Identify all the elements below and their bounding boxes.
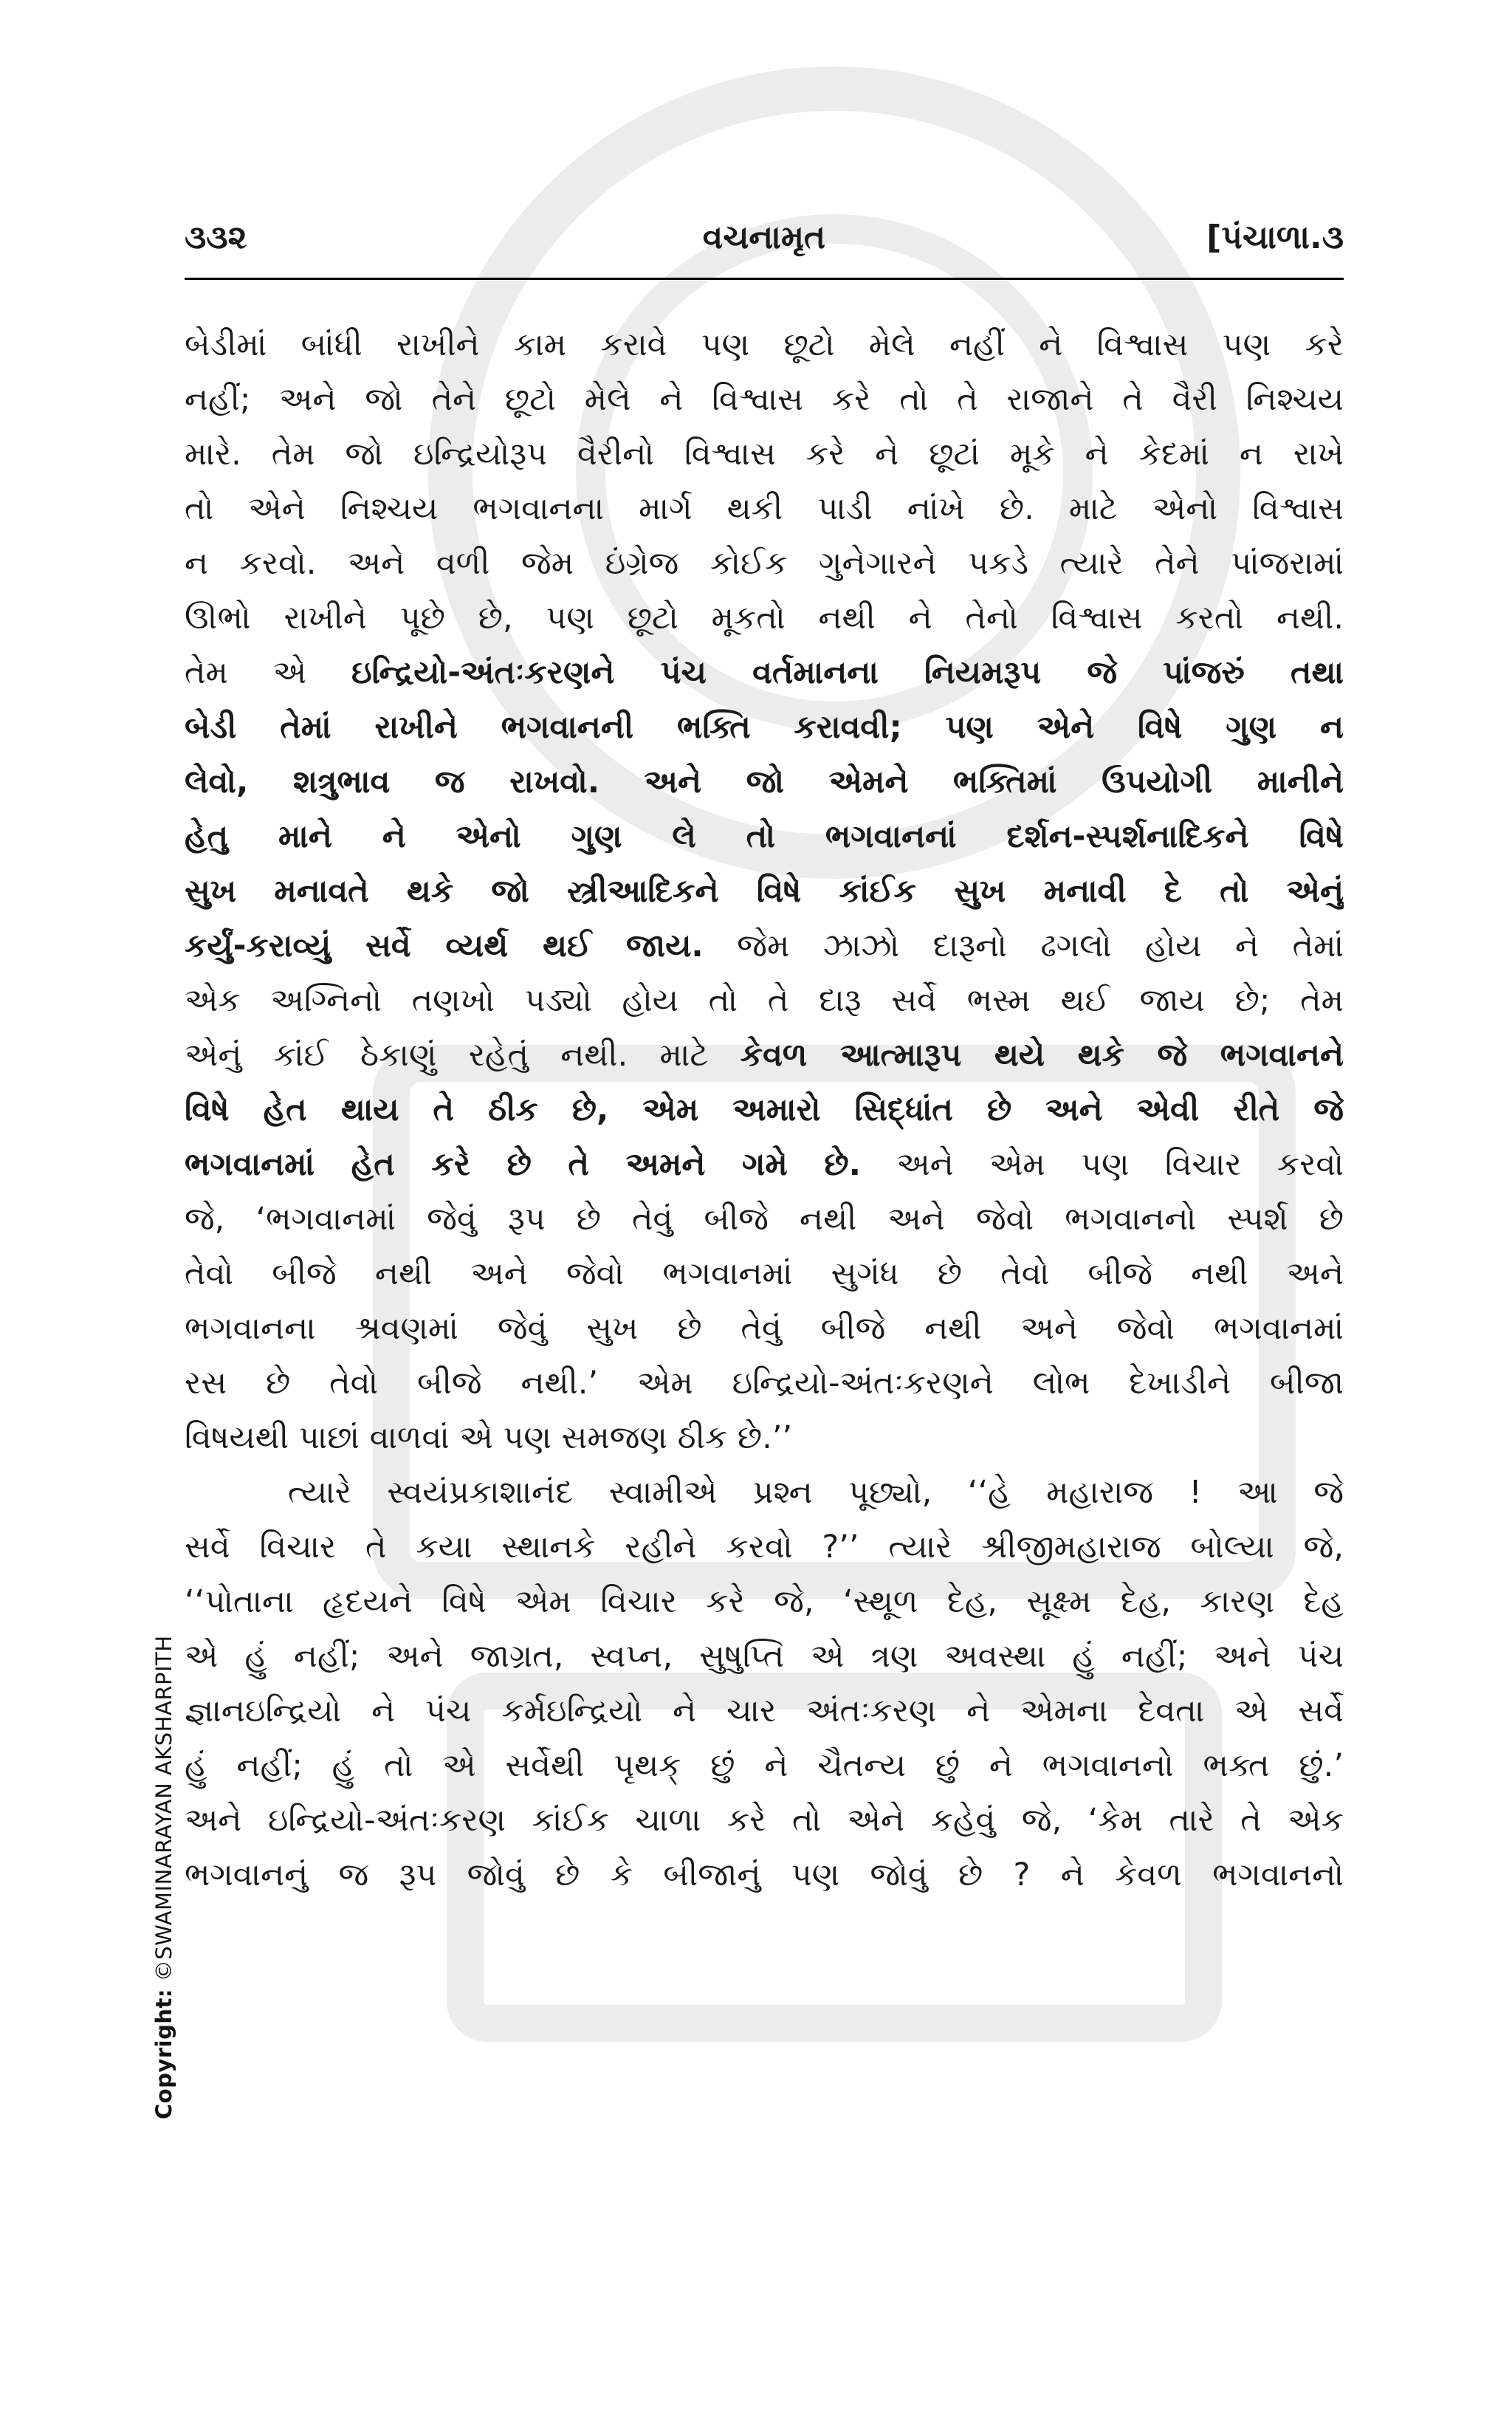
text-segment: રસ છે તેવો બીજે નથી.’ એમ ઇન્દ્રિયો-અંતઃકરણને લોભ દેખાડીને બીજા — [185, 1365, 1344, 1402]
text-line — [185, 1137, 1344, 1192]
text-line — [185, 536, 1344, 591]
bold-text-segment: સુખ મનાવતે થકે જો સ્ત્રીઆદિકને વિષે કાંઈક સુખ મનાવી દે તો એનું — [185, 873, 1344, 910]
copyright-label: Copyright: — [151, 1989, 176, 2119]
text-segment: બેડીમાં બાંધી રાખીને કામ કરાવે પણ છૂટો મેલે નહીં ને વિશ્વાસ પણ કરે — [185, 326, 1344, 363]
text-line — [185, 1192, 1344, 1247]
text-segment: વિષયથી પાછાં વાળવાં એ પણ સમજણ ઠીક છે.’’ — [185, 1419, 793, 1456]
bold-text-segment: ઇન્દ્રિયો-અંતઃકરણને પંચ વર્તમાનના નિયમરૂપ જે પાંજરું તથા — [351, 654, 1344, 691]
text-line — [185, 1247, 1344, 1301]
text-segment: ઊભો રાખીને પૂછે છે, પણ છૂટો મૂકતો નથી ને તેનો વિશ્વાસ કરતો નથી. — [185, 600, 1344, 637]
text-segment: ‘‘પોતાના હૃદયને વિષે એમ વિચાર કરે જે, ‘સ્થૂળ દેહ, સૂક્ષ્મ દેહ, કારણ દેહ — [185, 1583, 1344, 1620]
bold-text-segment: બેડી તેમાં રાખીને ભગવાનની ભક્તિ કરાવવી; પણ એને વિષે ગુણ ન — [185, 709, 1344, 746]
text-line — [185, 919, 1344, 973]
text-line — [185, 1028, 1344, 1083]
text-line — [185, 809, 1344, 864]
text-line — [185, 372, 1344, 427]
copyright-holder: ©SWAMINARAYAN AKSHARPITH — [151, 1635, 176, 1982]
text-line — [185, 1738, 1344, 1793]
text-line — [185, 645, 1344, 700]
page-header — [185, 216, 1344, 267]
text-line — [185, 427, 1344, 481]
text-segment: અને ઇન્દ્રિયો-અંતઃકરણ કાંઈક ચાળા કરે તો એને કહેવું જે, ‘કેમ તારે તે એક — [185, 1802, 1344, 1839]
bold-text-segment: લેવો, શત્રુભાવ જ રાખવો. અને જો એમને ભક્તિમાં ઉપયોગી માનીને — [185, 764, 1344, 800]
page-number: ૩૩૨ — [185, 219, 247, 256]
text-segment: તો એને નિશ્ચય ભગવાનના માર્ગ થકી પાડી નાંખે છે. માટે એનો વિશ્વાસ — [185, 490, 1344, 527]
text-segment: જે, ‘ભગવાનમાં જેવું રૂપ છે તેવું બીજે નથી અને જેવો ભગવાનનો સ્પર્શ છે — [185, 1201, 1344, 1238]
text-line — [185, 755, 1344, 809]
text-line — [185, 591, 1344, 645]
text-segment: ન કરવો. અને વળી જેમ ઇંગ્રેજ કોઈક ગુનેગારને પકડે ત્યારે તેને પાંજરામાં — [185, 545, 1344, 582]
text-line — [185, 1410, 1344, 1465]
section-reference: [પંચાળા.૩ — [1206, 219, 1344, 256]
text-line — [185, 1465, 1344, 1520]
text-line — [185, 1629, 1344, 1684]
text-segment: એ હું નહીં; અને જાગ્રત, સ્વપ્ન, સુષુપ્તિ એ ત્રણ અવસ્થા હું નહીં; અને પંચ — [185, 1638, 1344, 1675]
header-rule — [185, 278, 1344, 280]
text-segment: હું નહીં; હું તો એ સર્વેથી પૃથક્ છું ને ચૈતન્ય છું ને ભગવાનનો ભક્ત છું.’ — [185, 1747, 1344, 1784]
bold-text-segment: કેવળ આત્મારૂપ થયે થકે જે ભગવાનને — [740, 1037, 1344, 1074]
text-line — [185, 1520, 1344, 1574]
text-line — [185, 864, 1344, 919]
text-line — [185, 1301, 1344, 1356]
text-line — [185, 1848, 1344, 1902]
text-line — [185, 1356, 1344, 1410]
text-segment: ભગવાનના શ્રવણમાં જેવું સુખ છે તેવું બીજે નથી અને જેવો ભગવાનમાં — [185, 1310, 1344, 1347]
copyright-notice — [151, 1635, 176, 2119]
text-line — [185, 481, 1344, 536]
bold-text-segment: હેતુ માને ને એનો ગુણ લે તો ભગવાનનાં દર્શન-સ્પર્શનાદિકને વિષે — [185, 818, 1344, 855]
text-line — [185, 318, 1344, 372]
text-segment: જેમ ઝાઝો દારૂનો ઢગલો હોય ને તેમાં — [703, 928, 1344, 964]
body-text — [185, 318, 1344, 1902]
text-line — [185, 973, 1344, 1028]
text-segment: તેમ એ — [185, 654, 351, 691]
text-segment: જ્ઞાનઇન્દ્રિયો ને પંચ કર્મઇન્દ્રિયો ને ચાર અંતઃકરણ ને એમના દેવતા એ સર્વે — [185, 1693, 1344, 1729]
book-title: વચનામૃત — [702, 219, 826, 256]
text-segment: અને એમ પણ વિચાર કરવો — [861, 1146, 1344, 1183]
text-line — [185, 700, 1344, 755]
bold-text-segment: વિષે હેત થાય તે ઠીક છે, એમ અમારો સિદ્ધાંત છે અને એવી રીતે જે — [185, 1091, 1344, 1128]
text-segment: નહીં; અને જો તેને છૂટો મેલે ને વિશ્વાસ કરે તો તે રાજાને તે વૈરી નિશ્ચય — [185, 381, 1344, 418]
bold-text-segment: કર્યું-કરાવ્યું સર્વે વ્યર્થ થઈ જાય. — [185, 928, 704, 964]
text-segment: ત્યારે સ્વયંપ્રકાશાનંદ સ્વામીએ પ્રશ્ન પૂછ્યો, ‘‘હે મહારાજ ! આ જે — [288, 1474, 1344, 1511]
text-segment: મારે. તેમ જો ઇન્દ્રિયોરૂપ વૈરીનો વિશ્વાસ કરે ને છૂટાં મૂકે ને કેદમાં ન રાખે — [185, 436, 1344, 473]
text-segment: એક અગ્નિનો તણખો પડ્યો હોય તો તે દારૂ સર્વે ભસ્મ થઈ જાય છે; તેમ — [185, 982, 1344, 1019]
text-segment: ભગવાનનું જ રૂપ જોવું છે કે બીજાનું પણ જોવું છે ? ને કેવળ ભગવાનનો — [185, 1856, 1344, 1893]
text-line — [185, 1793, 1344, 1848]
text-line — [185, 1083, 1344, 1137]
text-segment: એનું કાંઈ ઠેકાણું રહેતું નથી. માટે — [185, 1037, 740, 1074]
text-line — [185, 1574, 1344, 1629]
text-segment: તેવો બીજે નથી અને જેવો ભગવાનમાં સુગંધ છે તેવો બીજે નથી અને — [185, 1255, 1344, 1292]
text-segment: સર્વે વિચાર તે કયા સ્થાનકે રહીને કરવો ?’’ ત્યારે શ્રીજીમહારાજ બોલ્યા જે, — [185, 1529, 1344, 1566]
text-line — [185, 1684, 1344, 1738]
bold-text-segment: ભગવાનમાં હેત કરે છે તે અમને ગમે છે. — [185, 1146, 861, 1183]
